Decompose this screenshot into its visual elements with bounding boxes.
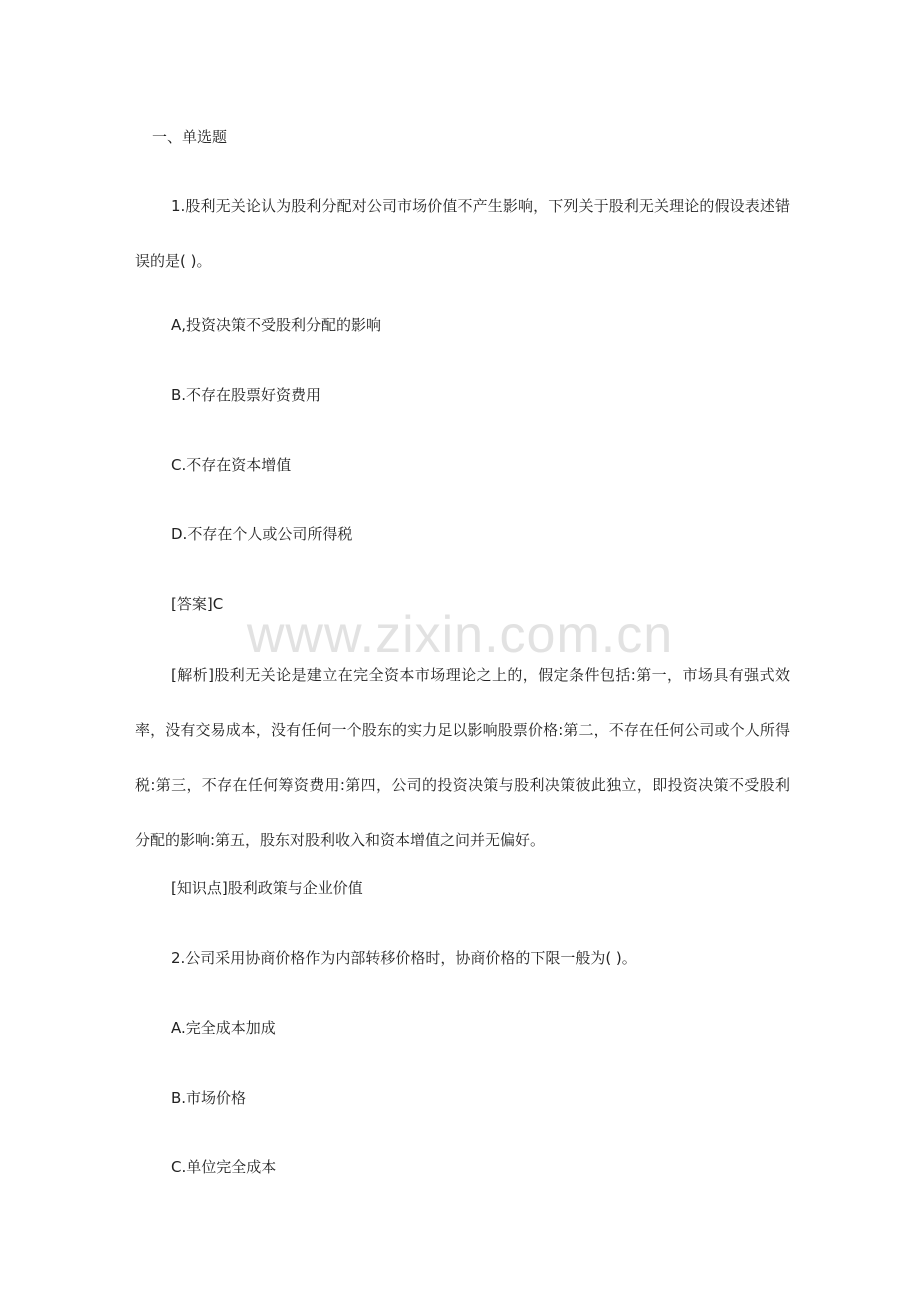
q1-option-c: C.不存在资本增值 — [171, 456, 292, 474]
question-1-stem: 1.股利无关论认为股利分配对公司市场价值不产生影响，下列关于股利无关理论的假设表述错误的是( )。 — [135, 197, 790, 270]
q1-option-a: A,投资决策不受股利分配的影响 — [171, 316, 382, 334]
q1-option-b: B.不存在股票好资费用 — [171, 386, 322, 404]
q1-analysis: [解析]股利无关论是建立在完全资本市场理论之上的，假定条件包括:第一，市场具有强式效率，没有交易成本，没有任何一个股东的实力足以影响股票价格:第二，不存在任何公司或个人所得税:第三，不存在任何筹资费用:第四，公司的投资决策与股利决策彼此独立，即投资决策不受股利分配的影响:第五，股东对股利收入和资本增值之问并无偏好。 — [135, 666, 790, 849]
watermark: www.zixin.com.cn — [246, 606, 674, 664]
q1-knowledge-point: [知识点]股利政策与企业价值 — [171, 879, 363, 897]
question-2-stem: 2.公司采用协商价格作为内部转移价格时，协商价格的下限一般为( )。 — [171, 949, 637, 967]
section-title: 一、单选题 — [152, 128, 228, 146]
q1-answer: [答案]C — [171, 595, 224, 613]
q2-option-b: B.市场价格 — [171, 1089, 247, 1107]
q1-option-d: D.不存在个人或公司所得税 — [171, 525, 353, 543]
q2-option-c: C.单位完全成本 — [171, 1158, 277, 1176]
q2-option-a: A.完全成本加成 — [171, 1019, 276, 1037]
